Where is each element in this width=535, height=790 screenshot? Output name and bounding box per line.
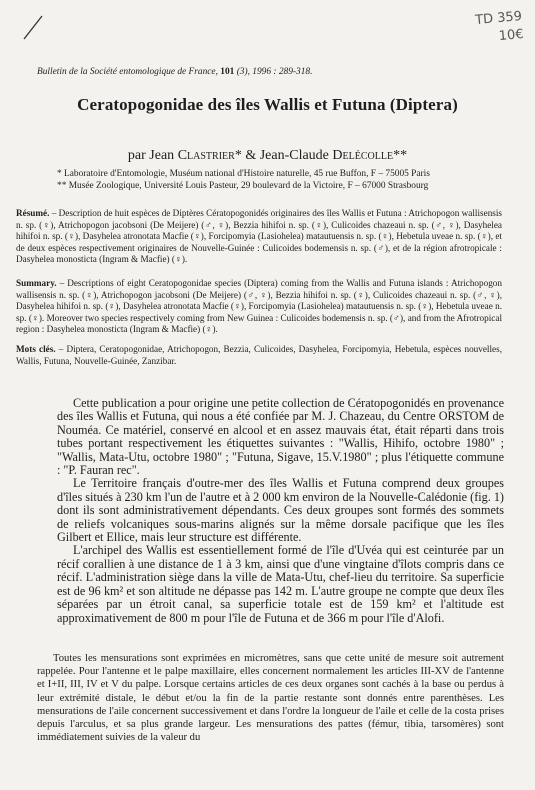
journal-name: Bulletin de la Société entomologique de France, bbox=[37, 67, 221, 77]
author-line bbox=[0, 148, 535, 164]
author-separator: * & Jean-Claude bbox=[234, 148, 333, 163]
summary-text: – Descriptions of eight Ceratopogonidae species (Diptera) coming from the Wallis and Futuna islands : Atrichopogon wallisensis n. sp. (♀), Atrichopogon jacobsoni (De Meijere) (♂, ♀), Bezzia hihifoi n. sp. (♀), Culicoides chazeaui n. sp. (♂, ♀), Dasyhelea hihifoi n. sp. (♀), Dasyhelea atronotata Macfie (♀), Forcipomyia (Lasiohelea) matautuensis n. sp. (♀), Hebetula uveae n. sp. (♀). Moreover two species respectively coming from New Guinea : Culicoides bodemensis n. sp. (♂), and from the Afrotropical region : Dasyhelea monosticta (Ingram & Macfie) (♀). bbox=[16, 278, 502, 335]
body-paragraph-2: Le Territoire français d'outre-mer des îles Wallis et Futuna comprend deux groupes d'îles situés à 230 km l'un de l'autre et à 2 000 km environ de la Nouvelle-Calédonie (fig. 1) dont ils sont administrativement dépendants. Ces deux groupes sont formés des sommets de reliefs volcaniques sous-marins alignés sur la même dorsale pacifique que les îles Gilbert et Ellice, mais leur structure est différente. bbox=[57, 476, 504, 545]
handwritten-note-line2: 10€ bbox=[498, 26, 525, 45]
author-mark: ** bbox=[393, 148, 408, 163]
methods-text bbox=[37, 652, 504, 744]
keywords-text: – Diptera, Ceratopogonidae, Atrichopogon, Bezzia, Culicoides, Dasyhelea, Forcipomyia, Hebetula, espèces nouvelles, Wallis, Futuna, Nouvelle-Guinée, Zanzibar. bbox=[16, 344, 502, 366]
article-title: Ceratopogonidae des îles Wallis et Futuna (Diptera) bbox=[77, 95, 458, 114]
resume-paragraph bbox=[16, 208, 502, 266]
summary-label: Summary. bbox=[16, 278, 57, 288]
author-prefix: par Jean bbox=[127, 148, 178, 163]
handwritten-note bbox=[475, 8, 525, 48]
resume-label: Résumé. bbox=[16, 208, 50, 218]
body-text bbox=[57, 397, 504, 625]
author-2-surname: Delécolle bbox=[332, 148, 394, 163]
body-paragraph-1: Cette publication a pour origine une petite collection de Cératopogonidés en provenance des îles Wallis et Futuna, qui nous a été confiée par M. J. Chazeau, du Centre ORSTOM de Nouméa. Ce matériel, conservé en alcool et en assez mauvais état, était réparti dans trois tubes portant respectivement les étiquettes suivantes : "Wallis, Hihifo, octobre 1980" ; "Wallis, Mata-Utu, octobre 1980" ; "Futuna, Sigave, 15.V.1980" ; plus l'étiquette commune : "P. Fauran rec". bbox=[57, 396, 504, 478]
methods-paragraph: Toutes les mensurations sont exprimées en micromètres, sans que cette unité de mesure soit autrement rappelée. Pour l'antenne et le palpe maxillaire, elles concernent normalement les articles III-XV de l'antenne et I+II, III, IV et V du palpe. Lorsque certains articles de ces deux organes sont cachés à la base ou perdus à leur extrémité distale, le début et/ou la fin de la partie restante sont donnés entre parenthèses. Les mensurations de l'aile concernent successivement et dans l'ordre la longueur de l'aile et celle de la costa prises depuis l'arculus, et sa plus grande largeur. Les mensurations des pattes (fémur, tibia, tarsomères) sont immédiatement suivies de la valeur du bbox=[37, 653, 504, 744]
keywords-paragraph bbox=[16, 344, 502, 367]
affiliation-1: * Laboratoire d'Entomologie, Muséum national d'Histoire naturelle, 45 rue Buffon, F – 75005 Paris bbox=[57, 169, 430, 179]
summary-paragraph bbox=[16, 278, 502, 336]
body-paragraph-3: L'archipel des Wallis est essentiellement formé de l'île d'Uvéa qui est ceinturée par un récif corallien à une distance de 1 à 3 km, ainsi que d'une vingtaine d'îlots compris dans ce récif. L'administration siège dans la ville de Mata-Utu, chef-lieu du territoire. Sa superficie est de 96 km² et son altitude ne dépasse pas 142 m. L'autre groupe ne compte que deux îles séparées par un étroit canal, sa superficie totale est de 159 km² et l'altitude est approximativement de 800 m pour l'île de Futuna et de 366 m pour l'île d'Alofi. bbox=[57, 543, 504, 625]
journal-reference bbox=[37, 66, 497, 78]
affiliation-2: ** Musée Zoologique, Université Louis Pasteur, 29 boulevard de la Victoire, F – 67000 Strasbourg bbox=[57, 181, 429, 191]
journal-volume: 101 bbox=[220, 67, 235, 77]
pen-stroke-mark bbox=[22, 12, 52, 42]
author-1-surname: Clastrier bbox=[177, 148, 235, 163]
resume-text: – Description de huit espèces de Diptères Cératopogonidés originaires des îles Wallis et Futuna : Atrichopogon wallisensis n. sp. (♀), Atrichopogon jacobsoni (De Meijere) (♂, ♀), Bezzia hihifoi n. sp. (♀), Culicoides chazeaui n. sp. (♂, ♀), Dasyhelea hihifoi n. sp. (♀), Dasyhelea atronotata Macfie (♀), Forcipomyia (Lasiohelea) matautuensis n. sp. (♀), Hebetula uveae n. sp. (♀), et de deux espèces respectivement originaires de Nouvelle-Guinée : Culicoides bodemensis n. sp. (♂), et de la région afrotropicale : Dasyhelea monosticta (Ingram & Macfie) (♀). bbox=[16, 208, 502, 265]
journal-issue-pages: (3), 1996 : 289-318. bbox=[234, 67, 313, 77]
handwritten-note-line1: TD 359 bbox=[474, 9, 523, 29]
keywords-label: Mots clés. bbox=[16, 344, 56, 354]
